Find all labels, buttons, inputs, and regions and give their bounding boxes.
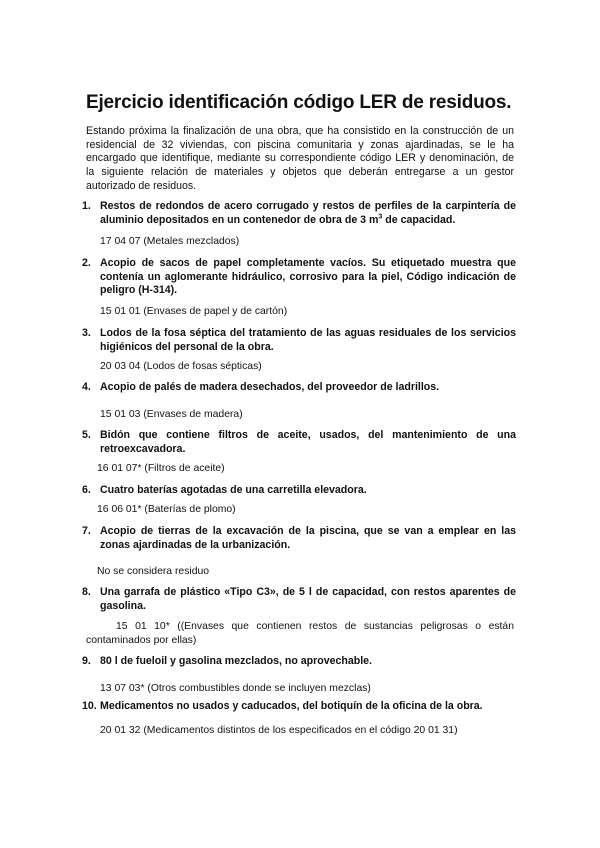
item-number: 6.	[82, 484, 91, 496]
answer-3: 20 03 04 (Lodos de fosas sépticas)	[100, 361, 262, 372]
question-7: 7. Acopio de tierras de la excavación de la piscina, que se van a emplear en las zonas ajardinadas de la urbanización.	[82, 525, 516, 551]
answer-6: 16 06 01* (Baterías de plomo)	[97, 504, 236, 515]
item-number: 5.	[82, 429, 91, 441]
question-9: 9. 80 l de fueloil y gasolina mezclados, no aprovechable.	[82, 655, 372, 667]
answer-5: 16 01 07* (Filtros de aceite)	[97, 463, 225, 474]
list-item-6	[82, 484, 516, 498]
item-number: 9.	[82, 655, 91, 667]
list-item-9	[82, 655, 516, 669]
answer-2: 15 01 01 (Envases de papel y de cartón)	[100, 306, 288, 317]
item-number: 2.	[82, 257, 91, 269]
list-item-3	[82, 327, 516, 354]
answer-7: No se considera residuo	[97, 566, 210, 577]
list-item-7	[82, 525, 516, 552]
answer-1: 17 04 07 (Metales mezclados)	[100, 236, 240, 247]
answer-4: 15 01 03 (Envases de madera)	[100, 409, 243, 420]
question-5: 5. Bidón que contiene filtros de aceite, usados, del mantenimiento de una retroexcavadora.	[82, 429, 516, 455]
question-4: 4. Acopio de palés de madera desechados, del proveedor de ladrillos.	[82, 381, 440, 393]
item-number: 4.	[82, 381, 91, 393]
answer-10: 20 01 32 (Medicamentos distintos de los especificados en el código 20 01 31)	[100, 725, 458, 736]
list-item-8	[82, 586, 516, 613]
answer-9: 13 07 03* (Otros combustibles donde se incluyen mezclas)	[100, 683, 371, 694]
list-item-1	[82, 200, 516, 227]
list-item-5	[82, 429, 516, 456]
question-3: 3. Lodos de la fosa séptica del tratamiento de las aguas residuales de los servicios higiénicos del personal de la obra.	[82, 327, 516, 353]
item-number: 3.	[82, 327, 91, 339]
answer-8: 15 01 10* ((Envases que contienen restos de sustancias peligrosas o están contaminados por ellas)	[86, 621, 514, 646]
item-number: 7.	[82, 525, 91, 537]
question-1: 1. Restos de redondos de acero corrugado y restos de perfiles de la carpintería de aluminio depositados en un contenedor de obra de 3 $m^3$ de capacidad.	[82, 200, 516, 226]
question-6: 6. Cuatro baterías agotadas de una carretilla elevadora.	[82, 484, 367, 496]
intro-paragraph: Estando próxima la finalización de una obra, que ha consistido en la construcción de un residencial de 32 viviendas, con piscina comunitaria y zonas ajardinadas, se le ha encargado que identifique, mediante su correspondiente código LER y denominación, de la siguiente relación de materiales y objetos que deberán entregarse a un gestor autorizado de residuos.	[86, 125, 514, 192]
question-8: 8. Una garrafa de plástico «Tipo C3», de 5 l de capacidad, con restos aparentes de gasolina.	[82, 586, 516, 612]
item-number: 8.	[82, 586, 91, 598]
list-item-10	[82, 700, 516, 714]
list-item-2	[82, 257, 516, 298]
item-number: 10.	[82, 700, 97, 712]
list-item-4	[82, 381, 516, 395]
question-2: 2. Acopio de sacos de papel completamente vacíos. Su etiquetado muestra que contenía un aglomerante hidráulico, corrosivo para la piel, Código indicación de peligro (H-314).	[82, 257, 516, 297]
question-10: 10. Medicamentos no usados y caducados, del botiquín de la oficina de la obra.	[82, 700, 483, 712]
page-title: Ejercicio identificación código LER de residuos.	[86, 92, 512, 113]
item-number: 1.	[82, 200, 91, 212]
